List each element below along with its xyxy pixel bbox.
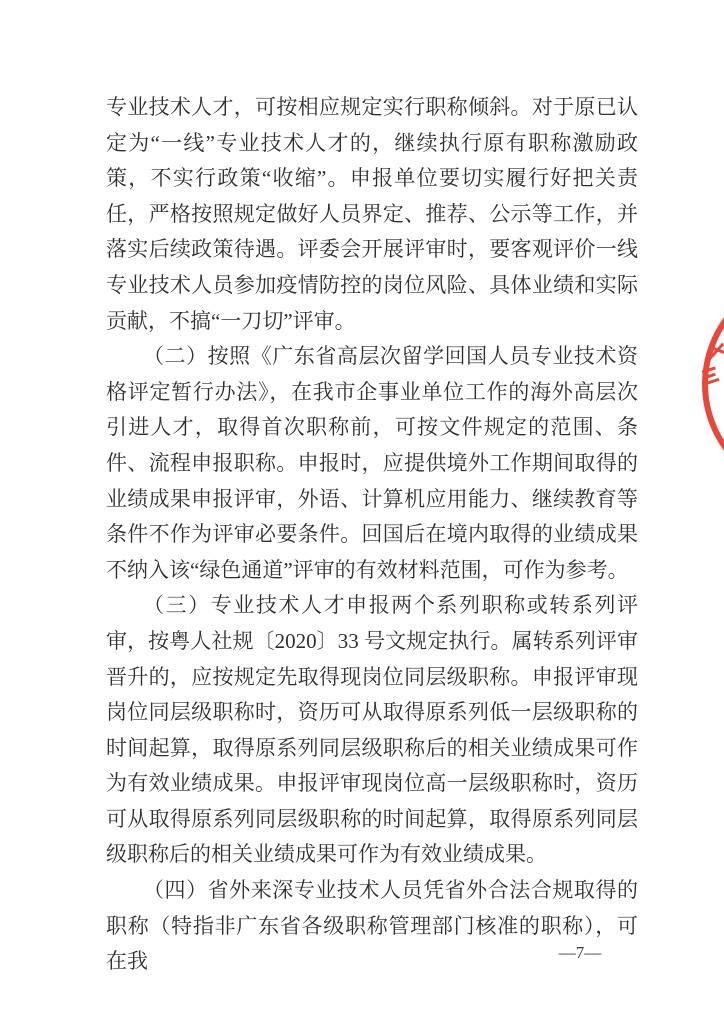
paragraph: （三）专业技术人才申报两个系列职称或转系列评审，按粤人社规〔2020〕33 号文规定执行。属转系列评审晋升的，应按规定先取得现岗位同层级职称。申报评审现岗位同层级职称时，资历可从取得原系列低一层级职称的时间起算，取得原系列同层级职称后的相关业绩成果可作为有效业绩成果。申报评审现岗位高一层级职称时，资历可从取得原系列同层级职称的时间起算，取得原系列同层级职称后的相关业绩成果可作为有效业绩成果。 xyxy=(106,593,638,867)
official-seal-icon xyxy=(702,272,724,496)
paragraph: （四）省外来深专业技术人员凭省外合法合规取得的职称（特指非广东省各级职称管理部门核准的职称），可在我 xyxy=(106,878,638,974)
paragraph: （二）按照《广东省高层次留学回国人员专业技术资格评定暂行办法》，在我市企事业单位工作的海外高层次引进人才，取得首次职称前，可按文件规定的范围、条件、流程申报职称。申报时，应提供境外工作期间取得的业绩成果申报评审，外语、计算机应用能力、继续教育等条件不作为评审必要条件。回国后在境内取得的业绩成果不纳入该“绿色通道”评审的有效材料范围，可作为参考。 xyxy=(106,344,638,582)
document-text-block xyxy=(106,90,638,980)
page-number: —7— xyxy=(558,943,602,962)
paragraph: 专业技术人才，可按相应规定实行职称倾斜。对于原已认定为“一线”专业技术人才的，继续执行原有职称激励政策，不实行政策“收缩”。申报单位要切实履行好把关责任，严格按照规定做好人员界定、推荐、公示等工作，并落实后续政策待遇。评委会开展评审时，要客观评价一线专业技术人员参加疫情防控的岗位风险、具体业绩和实际贡献，不搞“一刀切”评审。 xyxy=(106,95,638,333)
